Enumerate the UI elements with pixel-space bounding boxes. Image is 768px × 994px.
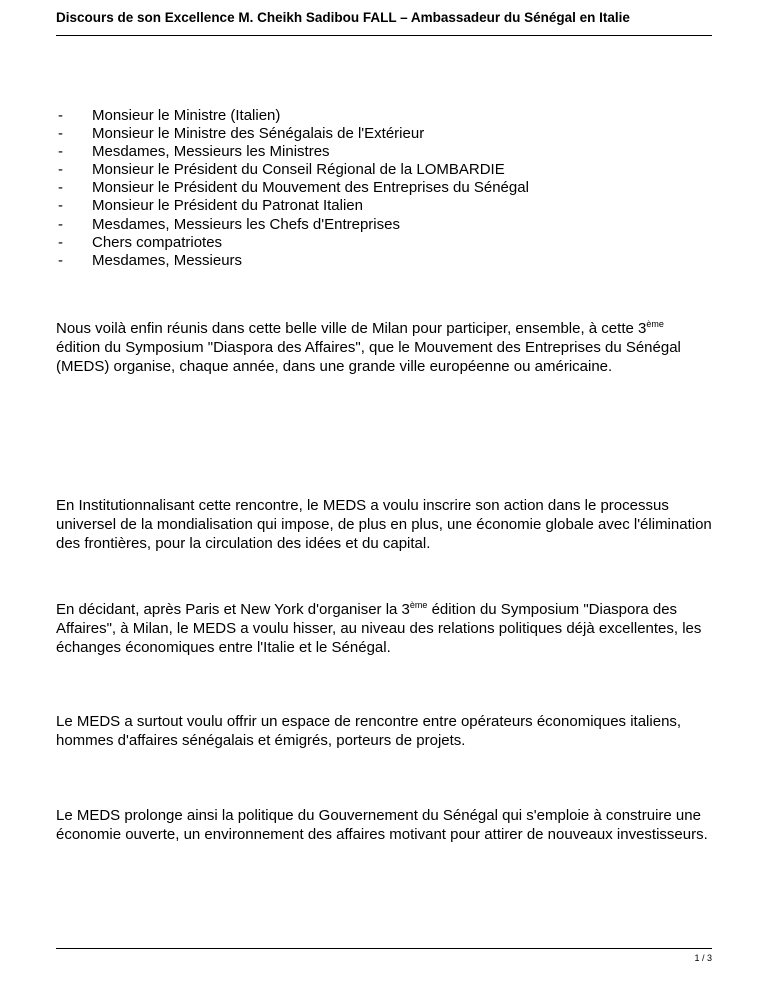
list-dash: - [58, 107, 63, 124]
paragraph-text: Nous voilà enfin réunis dans cette belle ville de Milan pour participer, ensemble, à cette 3 [56, 320, 647, 337]
salutation-item [56, 161, 712, 179]
salutation-text: Monsieur le Président du Patronat Italien [92, 197, 363, 215]
list-dash: - [58, 251, 63, 269]
list-dash: - [58, 215, 63, 233]
ordinal-suffix: ème [409, 600, 428, 610]
salutation-text: Monsieur le Président du Conseil Régional de la LOMBARDIE [92, 161, 505, 179]
list-dash: - [58, 197, 63, 215]
list-dash: - [58, 179, 63, 197]
salutation-item [56, 125, 712, 143]
salutation-item [56, 179, 712, 197]
salutation-text: Monsieur le Président du Mouvement des Entreprises du Sénégal [92, 179, 529, 197]
paragraph-government-policy: Le MEDS prolonge ainsi la politique du Gouvernement du Sénégal qui s'emploie à construire une économie ouverte, un environnement des affaires motivant pour attirer de nouveaux investisseurs. [56, 807, 708, 844]
salutation-list [56, 107, 712, 270]
salutation-item [56, 107, 712, 125]
salutation-text: Monsieur le Ministre des Sénégalais de l'Extérieur [92, 125, 425, 143]
salutation-text: Monsieur le Ministre (Italien) [92, 107, 281, 124]
document-header-title: Discours de son Excellence M. Cheikh Sadibou FALL – Ambassadeur du Sénégal en Italie [56, 10, 630, 25]
paragraph-milan-edition [56, 600, 712, 658]
salutation-text: Mesdames, Messieurs les Chefs d'Entreprises [92, 215, 400, 233]
paragraph-text: édition du Symposium "Diaspora des Affaires", à Milan, le MEDS a voulu hisser, au niveau des relations politiques déjà excellentes, les échanges économiques entre l'Italie et le Sénégal. [56, 601, 702, 657]
salutation-text: Chers compatriotes [92, 233, 223, 251]
list-dash: - [58, 143, 63, 161]
salutation-text: Mesdames, Messieurs les Ministres [92, 143, 330, 161]
salutation-item [56, 143, 712, 161]
paragraph-meeting-space: Le MEDS a surtout voulu offrir un espace de rencontre entre opérateurs économiques italiens, hommes d'affaires sénégalais et émigrés, porteurs de projets. [56, 713, 682, 750]
paragraph-text: En décidant, après Paris et New York d'organiser la 3 [56, 601, 410, 618]
salutation-item [56, 234, 712, 252]
salutation-text: Mesdames, Messieurs [92, 251, 243, 269]
list-dash: - [58, 233, 63, 251]
salutation-item [56, 252, 712, 270]
ordinal-suffix: ème [646, 319, 664, 329]
paragraph-text: édition du Symposium "Diaspora des Affaires", que le Mouvement des Entreprises du Sénégal (MEDS) organise, chaque année, dans une grande ville européenne ou américaine. [56, 339, 681, 376]
header-divider [56, 35, 712, 36]
salutation-item [56, 197, 712, 215]
paragraph-institutionalisation: En Institutionnalisant cette rencontre, le MEDS a voulu inscrire son action dans le processus universel de la mondialisation qui impose, de plus en plus, une économie globale avec l'élimination des frontières, pour la circulation des idées et du capital. [56, 497, 712, 553]
list-dash: - [58, 125, 63, 143]
footer-divider [56, 948, 712, 949]
list-dash: - [58, 161, 63, 179]
salutation-item [56, 216, 712, 234]
page-number: 1 / 3 [694, 953, 712, 963]
paragraph-opening [56, 319, 712, 377]
